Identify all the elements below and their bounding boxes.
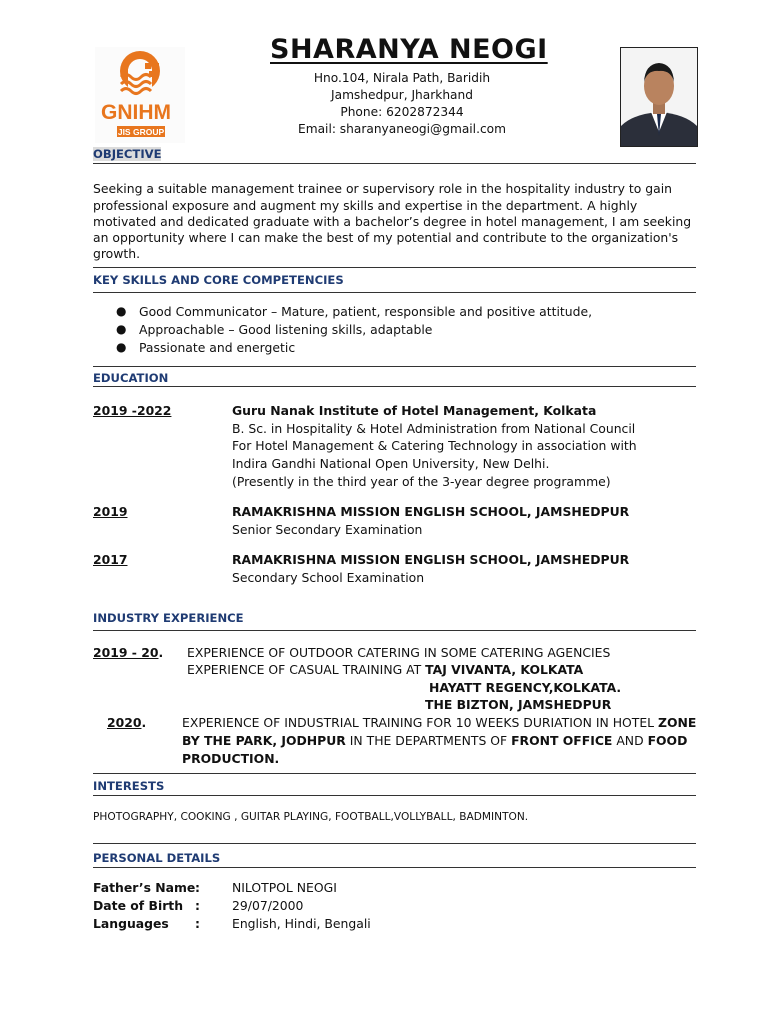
experience-line: EXPERIENCE OF OUTDOOR CATERING IN SOME CATERING AGENCIES [187,645,611,660]
objective-line: growth. [93,246,141,261]
experience-department: FRONT OFFICE [511,733,613,748]
education-detail: Secondary School Examination [232,570,425,585]
experience-hotel: TAJ VIVANTA, KOLKATA [425,662,584,677]
email: Email: sharanyaneogi@gmail.com [298,122,506,136]
experience-text: EXPERIENCE OF INDUSTRIAL TRAINING FOR 10 WEEKS DURIATION IN HOTEL [182,715,659,730]
personal-value: NILOTPOL NEOGI [232,880,337,895]
candidate-name: SHARANYA NEOGI [270,34,548,65]
skill-item: Good Communicator – Mature, patient, responsible and positive attitude, [139,304,593,319]
interests-text: PHOTOGRAPHY, COOKING , GUITAR PLAYING, FOOTBALL,VOLLYBALL, BADMINTON. [93,811,529,823]
bullet-icon: ● [116,322,127,336]
education-detail: (Presently in the third year of the 3-year degree programme) [232,474,611,489]
experience-text: AND [612,733,648,748]
institute-logo [95,47,185,143]
objective-heading: OBJECTIVE [93,147,162,161]
experience-line [182,732,687,750]
section-divider [93,795,696,796]
experience-text: EXPERIENCE OF CASUAL TRAINING AT [187,662,426,677]
section-divider [93,630,696,631]
section-divider [93,773,696,774]
gnihm-emblem-icon [95,47,185,143]
experience-hotel: ZONE [658,715,697,730]
experience-year-suffix: . [158,645,164,660]
personal-label: Languages [93,916,169,931]
profile-photo [620,47,698,147]
experience-year [93,644,163,662]
personal-separator: : [195,898,200,913]
interests-heading: INTERESTS [93,779,165,793]
experience-hotel: HAYATT REGENCY,KOLKATA. [429,680,622,695]
logo-brand-text: GNIHM [101,101,171,124]
personal-separator: : [195,916,200,931]
personal-value: English, Hindi, Bengali [232,916,371,931]
skill-item: Passionate and energetic [139,340,296,355]
section-divider [93,843,696,844]
education-detail: B. Sc. in Hospitality & Hotel Administration from National Council [232,421,636,436]
section-divider [93,386,696,387]
personal-separator: : [195,880,200,895]
section-divider [93,163,696,164]
address-line-1: Hno.104, Nirala Path, Baridih [313,71,491,85]
skill-item: Approachable – Good listening skills, adaptable [139,322,433,337]
experience-heading: INDUSTRY EXPERIENCE [93,611,244,625]
education-detail: Indira Gandhi National Open University, New Delhi. [232,456,550,471]
skills-heading: KEY SKILLS AND CORE COMPETENCIES [93,273,344,287]
personal-heading: PERSONAL DETAILS [93,851,221,865]
person-portrait-icon [621,48,697,146]
personal-value: 29/07/2000 [232,898,304,913]
address-line-2: Jamshedpur, Jharkhand [331,88,473,102]
experience-line [182,714,696,732]
objective-line: professional exposure and augment my skills and expertise in the department. A highly [93,198,638,213]
section-divider [93,366,696,367]
experience-hotel: BY THE PARK, JODHPUR [182,733,346,748]
experience-year-value: 2019 - 20 [93,645,159,660]
objective-line: motivated and dedicated graduate with a bachelor’s degree in hotel management, I am seeking [93,214,692,229]
experience-year [107,714,146,732]
education-year: 2019 -2022 [93,403,172,418]
experience-text: IN THE DEPARTMENTS OF [345,733,512,748]
experience-hotel: THE BIZTON, JAMSHEDPUR [425,697,612,712]
education-heading: EDUCATION [93,371,169,385]
bullet-icon: ● [116,304,127,318]
education-year: 2017 [93,552,128,567]
experience-department: PRODUCTION. [182,751,280,766]
section-divider [93,267,696,268]
experience-line [187,661,583,679]
education-detail: Senior Secondary Examination [232,522,423,537]
education-institution: RAMAKRISHNA MISSION ENGLISH SCHOOL, JAMSHEDPUR [232,504,630,519]
experience-year-value: 2020 [107,715,142,730]
education-detail: For Hotel Management & Catering Technology in association with [232,438,637,453]
section-divider [93,867,696,868]
personal-label: Father’s Name [93,880,196,895]
bullet-icon: ● [116,340,127,354]
education-year: 2019 [93,504,128,519]
logo-group-text: JIS GROUP [117,127,165,137]
personal-label: Date of Birth [93,898,184,913]
objective-line: Seeking a suitable management trainee or supervisory role in the hospitality industry to gain [93,181,673,196]
education-institution: Guru Nanak Institute of Hotel Management, Kolkata [232,403,597,418]
section-divider [93,292,696,293]
phone: Phone: 6202872344 [340,105,464,119]
experience-department: FOOD [647,733,688,748]
experience-year-suffix: . [141,715,147,730]
education-institution: RAMAKRISHNA MISSION ENGLISH SCHOOL, JAMSHEDPUR [232,552,630,567]
objective-line: an opportunity where I can make the best of my potential and contribute to the organization's [93,230,679,245]
